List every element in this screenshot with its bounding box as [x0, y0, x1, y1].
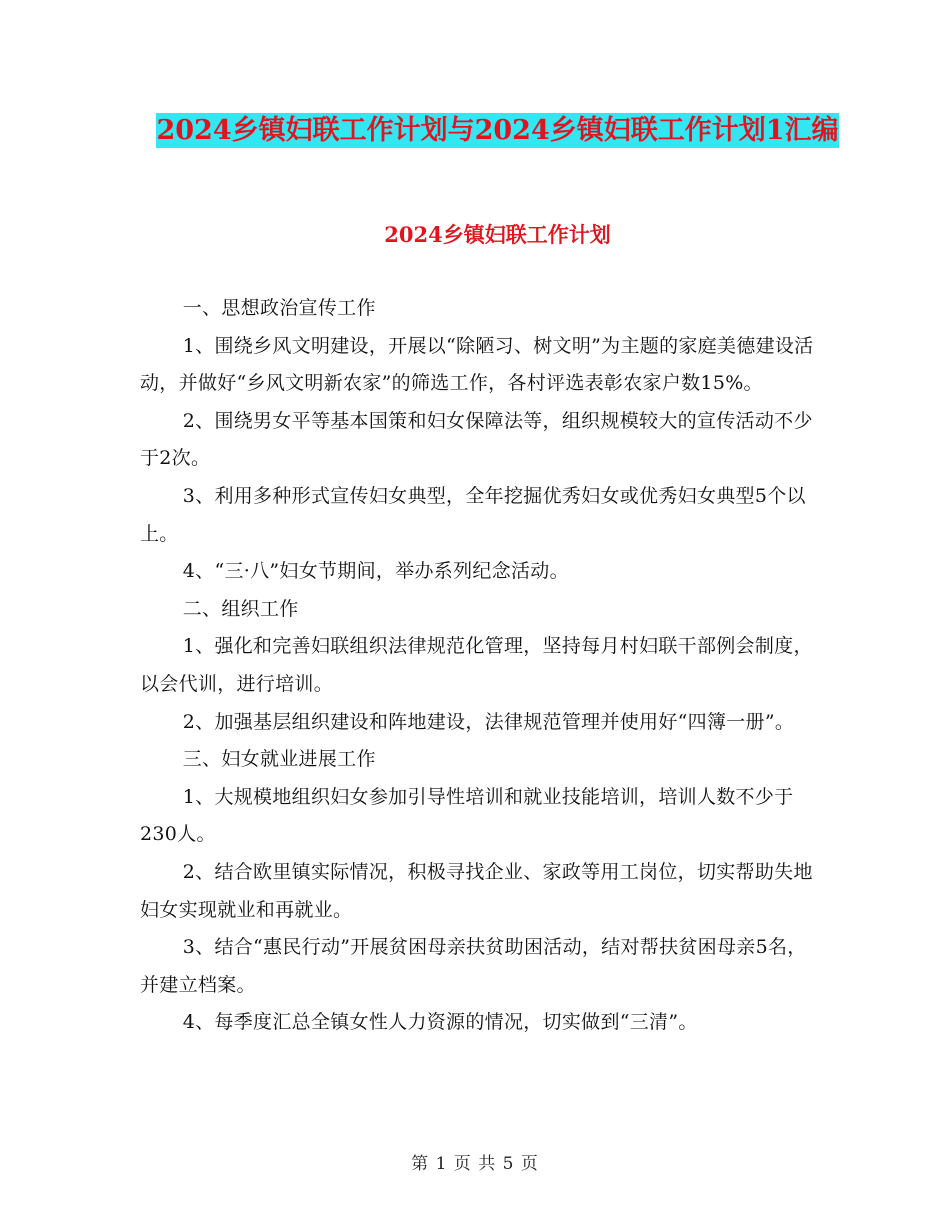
paragraph: 2、加强基层组织建设和阵地建设，法律规范管理并使用好“四簿一册”。: [182, 710, 795, 733]
page-number: 第 1 页 共 5 页: [411, 1154, 539, 1174]
document-body: [140, 290, 820, 1042]
paragraph: 3、结合“惠民行动”开展贫困母亲扶贫助困活动，结对帮扶贫困母亲5名，并建立档案。: [140, 936, 807, 996]
paragraph: 1、强化和完善妇联组织法律规范化管理，坚持每月村妇联干部例会制度，以会代训，进行培训。: [140, 635, 813, 695]
paragraph: 4、每季度汇总全镇女性人力资源的情况，切实做到“三清”。: [182, 1011, 698, 1034]
heading-employment: 三、妇女就业进展工作: [182, 748, 376, 771]
document-title: [140, 108, 855, 154]
paragraph: 2、围绕男女平等基本国策和妇女保障法等，组织规模较大的宣传活动不少于2次。: [140, 409, 813, 470]
heading-ideology-propaganda: 一、思想政治宣传工作: [182, 297, 376, 319]
paragraph: 2、结合欧里镇实际情况，积极寻找企业、家政等用工岗位，切实帮助失地妇女实现就业和再就业。: [140, 860, 813, 921]
paragraph: 4、“三·八”妇女节期间，举办系列纪念活动。: [182, 560, 569, 583]
section-title: 2024乡镇妇联工作计划: [384, 222, 611, 247]
paragraph: 1、大规模地组织妇女参加引导性培训和就业技能培训，培训人数不少于230人。: [140, 785, 794, 846]
heading-organization: 二、组织工作: [182, 597, 299, 620]
paragraph: 3、利用多种形式宣传妇女典型，全年挖掘优秀妇女或优秀妇女典型5个以上。: [140, 484, 806, 545]
paragraph: 1、围绕乡风文明建设，开展以“除陋习、树文明”为主题的家庭美德建设活动，并做好“乡风文明新农家”的筛选工作，各村评选表彰农家户数15%。: [140, 334, 814, 395]
document-title-text: 2024乡镇妇联工作计划与2024乡镇妇联工作计划1汇编: [156, 115, 839, 146]
